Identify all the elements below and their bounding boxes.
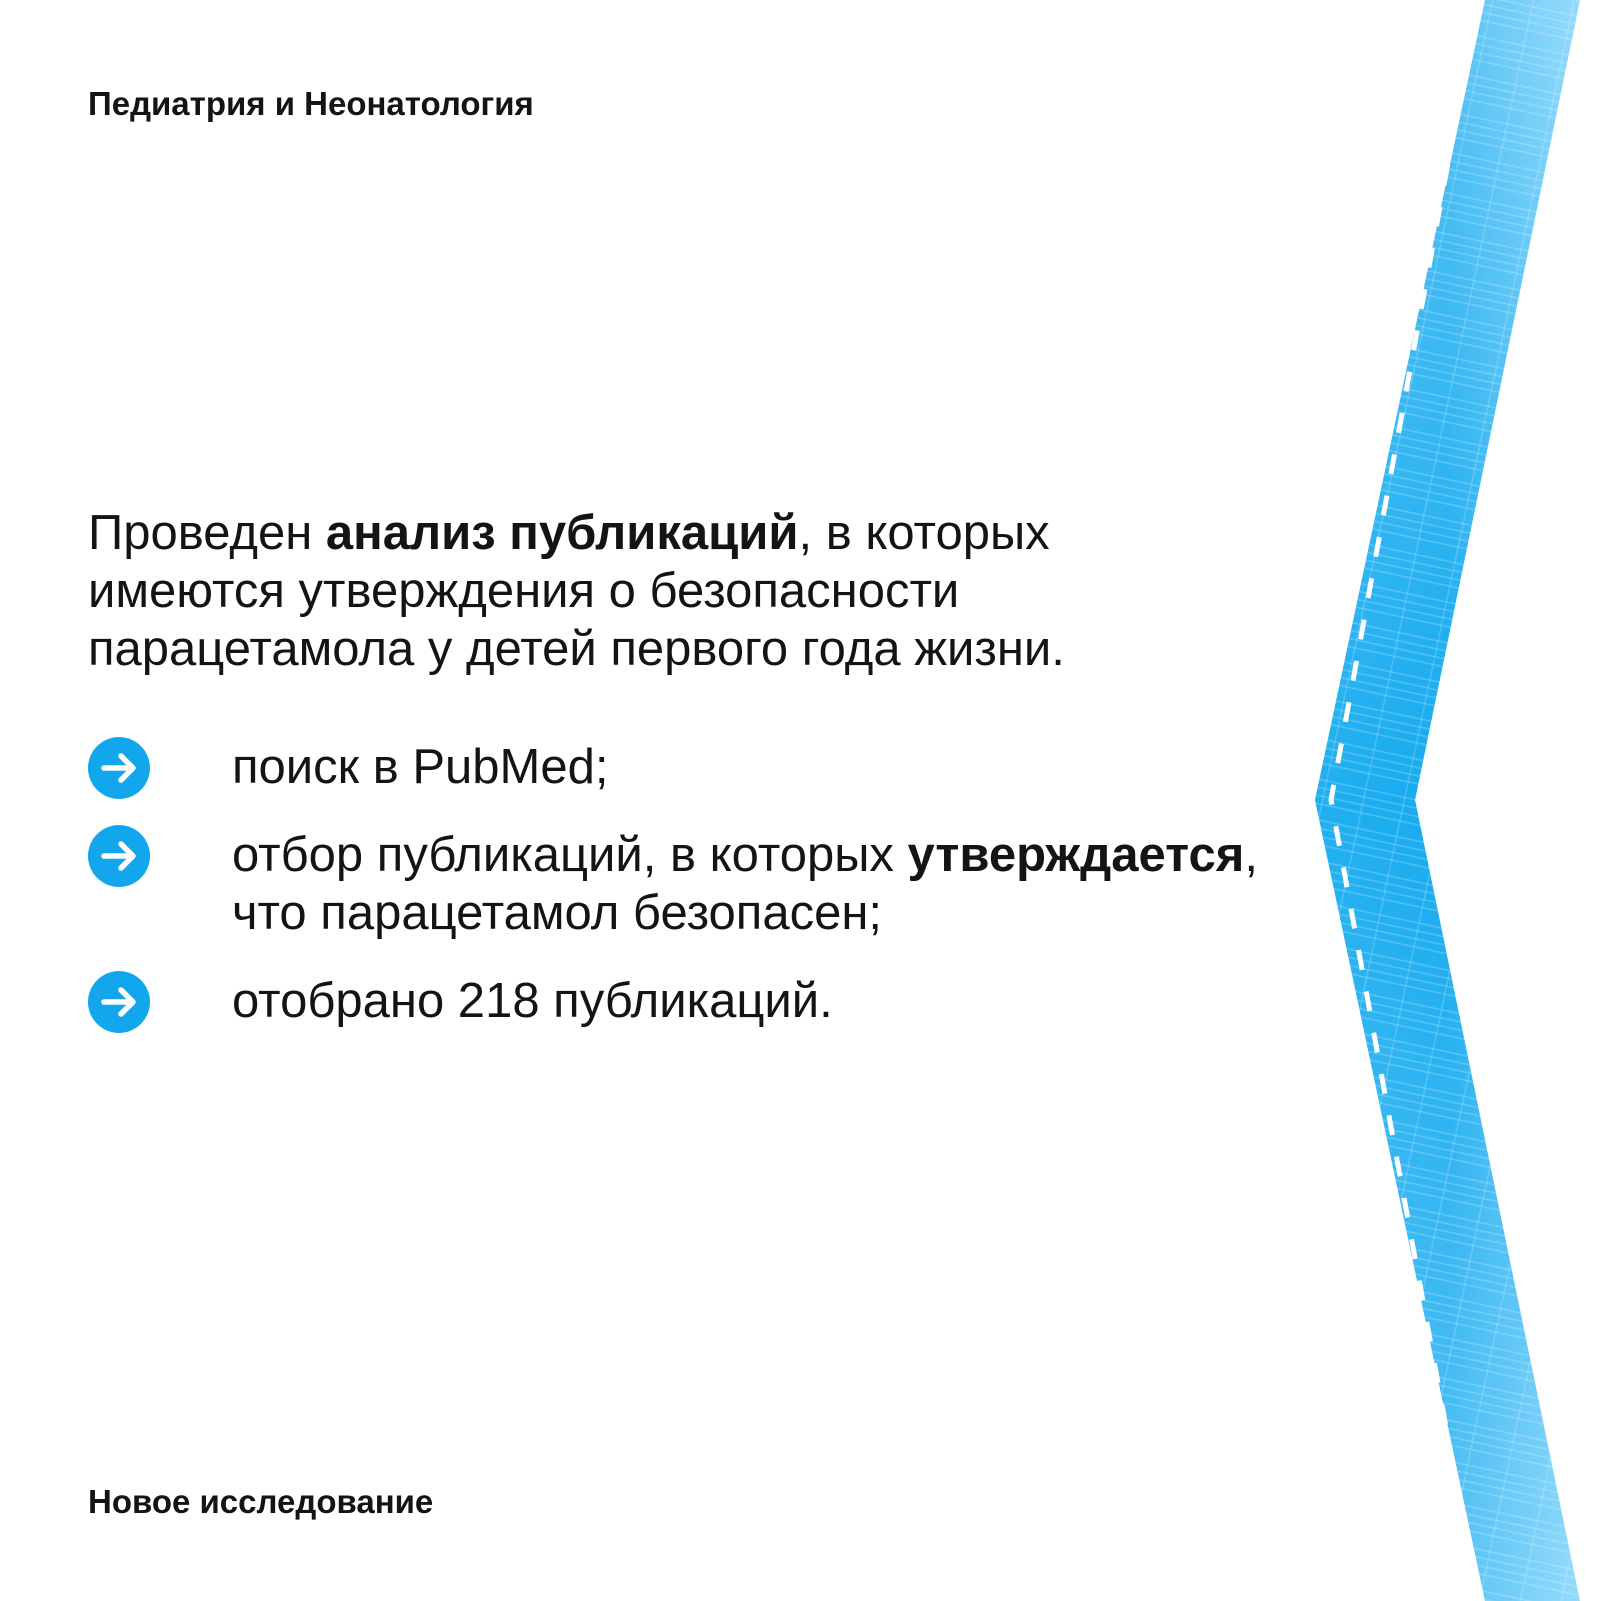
bullet-text-start: отбор публикаций, в которых — [232, 828, 908, 882]
bullet-text-start: отобрано 218 публикаций. — [232, 974, 833, 1028]
intro-text-bold: анализ публикаций — [325, 506, 799, 560]
list-item — [88, 826, 1268, 942]
arrow-right-circle-icon — [88, 971, 150, 1033]
list-item — [88, 972, 1268, 1030]
intro-text-end: , в которых имеются утверждения о безопасности парацетамола у детей первого года жизни. — [88, 506, 1065, 676]
bullet-text-bold: утверждается — [907, 828, 1245, 882]
arrow-right-circle-icon — [88, 737, 150, 799]
bullet-text — [232, 740, 608, 794]
bullet-text — [232, 828, 1258, 940]
arrow-right-circle-icon — [88, 825, 150, 887]
intro-paragraph — [88, 504, 1248, 678]
bullet-list — [88, 738, 1268, 1060]
list-item — [88, 738, 1268, 796]
bullet-text-end: , что парацетамол безопасен; — [232, 828, 1258, 940]
intro-text-start: Проведен — [88, 506, 326, 560]
bullet-text — [232, 974, 833, 1028]
header-title: Педиатрия и Неонатология — [88, 85, 534, 122]
footer-label: Новое исследование — [88, 1483, 434, 1520]
bullet-text-start: поиск в PubMed; — [232, 740, 609, 794]
